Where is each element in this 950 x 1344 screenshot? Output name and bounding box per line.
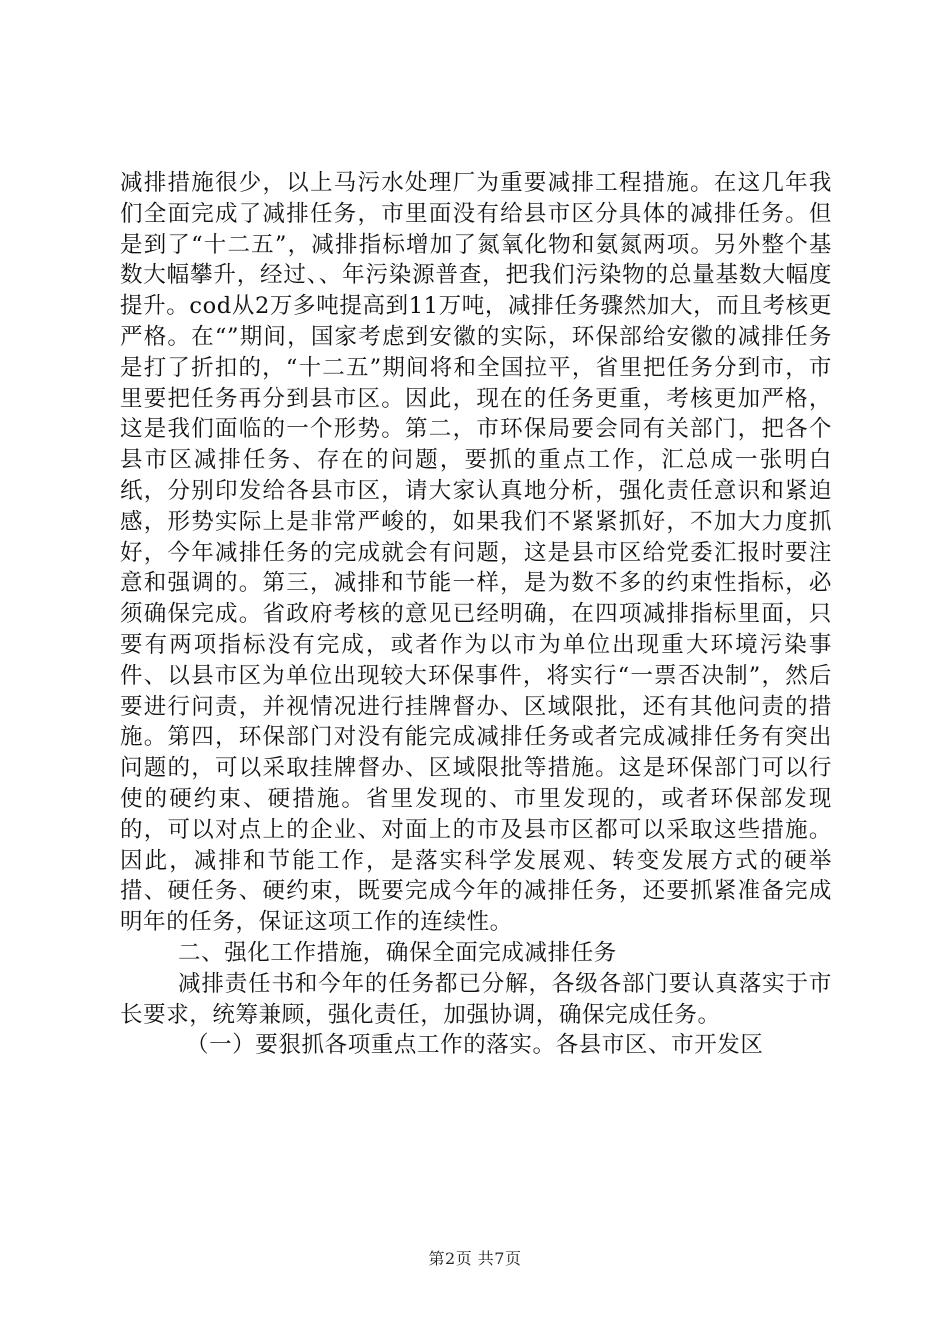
subsection-paragraph: （一）要狠抓各项重点工作的落实。各县市区、市开发区 — [186, 1032, 764, 1059]
paragraph: 减排责任书和今年的任务都已分解，各级各部门要认真落实于市长要求，统筹兼顾，强化责任，加强协调，确保完成任务。 — [120, 970, 832, 1028]
page-number-footer: 第2页 共7页 — [428, 1249, 522, 1268]
section-heading: 二、强化工作措施，确保全面完成减排任务 — [178, 939, 617, 966]
document-body — [120, 168, 832, 1061]
paragraph-continuation: 减排措施很少，以上马污水处理厂为重要减排工程措施。在这几年我们全面完成了减排任务，市里面没有给县市区分具体的减排任务。但是到了“十二五”，减排指标增加了氮氧化物和氨氮两项。另外整个基数大幅攀升，经过、、年污染源普查，把我们污染物的总量基数大幅度提升。cod从2万多吨提高到11万吨，减排任务骤然加大，而且考核更严格。在“”期间，国家考虑到安徽的实际，环保部给安徽的减排任务是打了折扣的，“十二五”期间将和全国拉平，省里把任务分到市，市里要把任务再分到县市区。因此，现在的任务更重，考核更加严格，这是我们面临的一个形势。第二，市环保局要会同有关部门，把各个县市区减排任务、存在的问题，要抓的重点工作，汇总成一张明白纸，分别印发给各县市区，请大家认真地分析，强化责任意识和紧迫感，形势实际上是非常严峻的，如果我们不紧紧抓好，不加大力度抓好，今年减排任务的完成就会有问题，这是县市区给党委汇报时要注意和强调的。第三，减排和节能一样，是为数不多的约束性指标，必须确保完成。省政府考核的意见已经明确，在四项减排指标里面，只要有两项指标没有完成，或者作为以市为单位出现重大环境污染事件、以县市区为单位出现较大环保事件，将实行“一票否决制”，然后要进行问责，并视情况进行挂牌督办、区域限批，还有其他问责的措施。第四，环保部门对没有能完成减排任务或者完成减排任务有突出问题的，可以采取挂牌督办、区域限批等措施。这是环保部门可以行使的硬约束、硬措施。省里发现的、市里发现的，或者环保部发现的，可以对点上的企业、对面上的市及县市区都可以采取这些措施。因此，减排和节能工作，是落实科学发展观、转变发展方式的硬举措、硬任务、硬约束，既要完成今年的减排任务，还要抓紧准备完成明年的任务，保证这项工作的连续性。 — [120, 170, 832, 936]
